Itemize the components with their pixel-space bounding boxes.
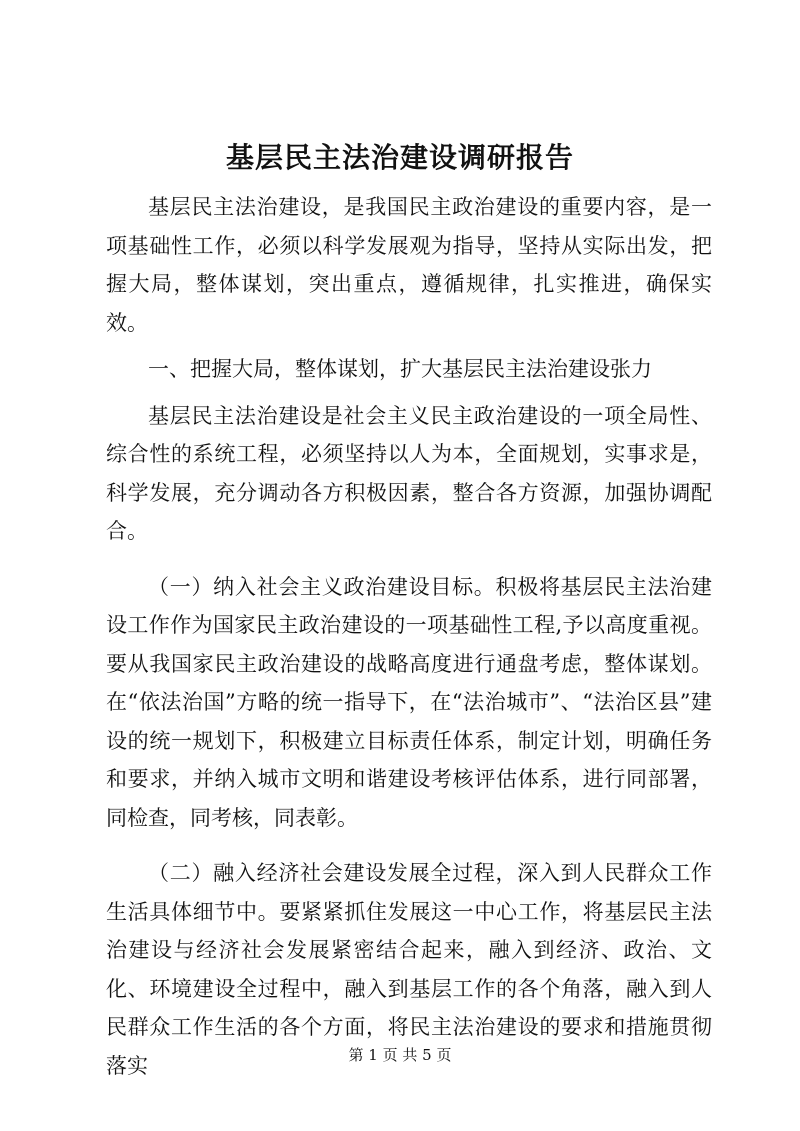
section-heading-1: 一、把握大局，整体谋划，扩大基层民主法治建设张力 [148, 357, 652, 381]
subsection-1-paragraph: （一）纳入社会主义政治建设目标。积极将基层民主法治建设工作作为国家民主政治建设的一项基础性工程,予以高度重视。要从我国家民主政治建设的战略高度进行通盘考虑，整体谋划。在“依法治国”方略的统一指导下，在“法治城市”、“法治区县”建设的统一规划下，积极建立目标责任体系，制定计划，明确任务和要求，并纳入城市文明和谐建设考核评估体系，进行同部署，同检查，同考核，同表彰。 [106, 574, 712, 830]
section-1-paragraph: 基层民主法治建设是社会主义民主政治建设的一项全局性、综合性的系统工程，必须坚持以人为本，全面规划，实事求是，科学发展，充分调动各方积极因素，整合各方资源，加强协调配合。 [106, 403, 712, 543]
page-number-footer: 第 1 页 共 5 页 [348, 1046, 452, 1064]
document-title: 基层民主法治建设调研报告 [225, 141, 574, 174]
subsection-2-paragraph: （二）融入经济社会建设发展全过程，深入到人民群众工作生活具体细节中。要紧紧抓住发展这一中心工作，将基层民主法治建设与经济社会发展紧密结合起来，融入到经济、政治、文化、环境建设全过程中，融入到基层工作的各个角落，融入到人民群众工作生活的各个方面，将民主法治建设的要求和措施贯彻落实 [106, 861, 712, 1078]
intro-paragraph: 基层民主法治建设，是我国民主政治建设的重要内容，是一项基础性工作，必须以科学发展观为指导，坚持从实际出发，把握大局，整体谋划，突出重点，遵循规律，扎实推进，确保实效。 [106, 195, 712, 335]
document-body [106, 188, 712, 1085]
